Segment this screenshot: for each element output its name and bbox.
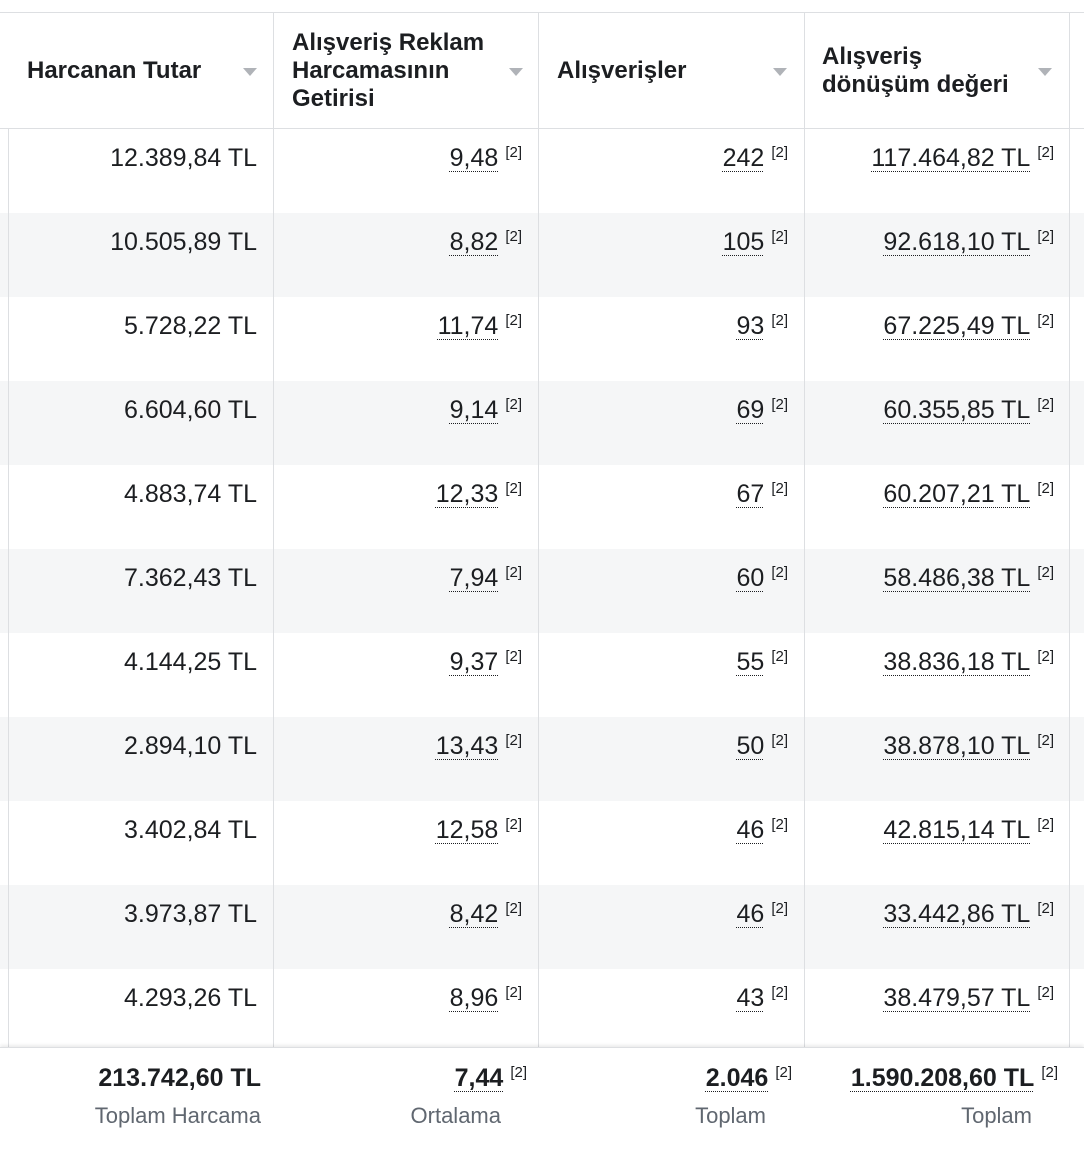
footnote-marker: [2] [1037, 395, 1054, 413]
column-header-roas-label: Alışveriş Reklam Harcamasının Getirisi [292, 29, 485, 112]
cell-roas-value[interactable]: 12,58 [435, 815, 499, 844]
cell-spend [124, 899, 257, 929]
total-purchases [695, 1064, 792, 1129]
column-header-roas[interactable] [273, 13, 538, 129]
cell-spend-value: 3.973,87 TL [124, 899, 257, 928]
cell-roas-value[interactable]: 13,43 [435, 731, 499, 760]
cell-purchases-value[interactable]: 242 [722, 143, 765, 172]
cell-purchases-value[interactable]: 43 [736, 983, 765, 1012]
footnote-marker: [2] [1037, 731, 1054, 749]
column-header-spend[interactable] [0, 13, 273, 129]
total-spend-label: Toplam Harcama [94, 1103, 261, 1128]
footnote-marker: [2] [505, 731, 522, 749]
footnote-marker: [2] [771, 563, 788, 581]
cell-conversion-value-value[interactable]: 60.207,21 TL [883, 479, 1031, 508]
total-roas-value[interactable]: 7,44 [454, 1064, 504, 1092]
footnote-marker: [2] [771, 647, 788, 665]
table-row [0, 213, 1084, 297]
footnote-marker: [2] [771, 311, 788, 329]
cell-purchases-value[interactable]: 46 [736, 899, 765, 928]
cell-purchases [737, 647, 789, 677]
cell-conversion-value [883, 395, 1054, 425]
cell-conversion-value-value[interactable]: 67.225,49 TL [883, 311, 1031, 340]
cell-spend [124, 731, 257, 761]
cell-conversion-value-value[interactable]: 42.815,14 TL [883, 815, 1031, 844]
cell-conversion-value [883, 647, 1054, 677]
cell-spend [124, 815, 257, 845]
footnote-marker: [2] [1037, 143, 1054, 161]
footnote-marker: [2] [510, 1064, 527, 1081]
cell-spend [124, 983, 257, 1013]
total-conversion-value [851, 1064, 1058, 1129]
cell-purchases [737, 563, 789, 593]
footnote-marker: [2] [505, 311, 522, 329]
cell-purchases [737, 479, 789, 509]
cell-roas-value[interactable]: 12,33 [435, 479, 499, 508]
column-header-conversion-value-label: Alışveriş dönüşüm değeri [822, 43, 1009, 98]
data-table [0, 13, 1084, 1012]
column-header-conversion-value[interactable] [804, 13, 1069, 129]
cell-roas [450, 563, 522, 593]
cell-roas [436, 479, 522, 509]
cell-spend [110, 143, 257, 173]
table-row [0, 129, 1084, 213]
cell-spend-value: 6.604,60 TL [124, 395, 257, 424]
cell-purchases [737, 815, 789, 845]
cell-roas-value[interactable]: 11,74 [437, 311, 499, 340]
total-spend-value: 213.742,60 TL [98, 1064, 261, 1092]
sort-caret-icon[interactable] [1038, 68, 1052, 76]
cell-conversion-value [883, 479, 1054, 509]
footnote-marker: [2] [771, 815, 788, 833]
cell-conversion-value-value[interactable]: 38.878,10 TL [883, 731, 1031, 760]
cell-spend [110, 227, 257, 257]
cell-roas [450, 983, 522, 1013]
footnote-marker: [2] [1037, 311, 1054, 329]
footnote-marker: [2] [1037, 899, 1054, 917]
cell-roas-value[interactable]: 9,48 [449, 143, 499, 172]
footnote-marker: [2] [771, 143, 788, 161]
cell-spend-value: 5.728,22 TL [124, 311, 257, 340]
footnote-marker: [2] [505, 143, 522, 161]
sort-caret-icon[interactable] [773, 68, 787, 76]
cell-purchases-value[interactable]: 46 [736, 815, 765, 844]
cell-roas [450, 647, 522, 677]
cell-roas [450, 143, 522, 173]
cell-spend-value: 4.293,26 TL [124, 983, 257, 1012]
column-divider [273, 13, 274, 1164]
column-divider [1069, 13, 1070, 1164]
total-spend [95, 1064, 261, 1129]
total-roas [411, 1064, 527, 1129]
footnote-marker: [2] [771, 227, 788, 245]
footnote-marker: [2] [771, 479, 788, 497]
footnote-marker: [2] [505, 647, 522, 665]
cell-conversion-value-value[interactable]: 33.442,86 TL [883, 899, 1031, 928]
cell-purchases-value[interactable]: 93 [736, 311, 765, 340]
cell-roas-value[interactable]: 8,42 [449, 899, 499, 928]
cell-conversion-value [883, 983, 1054, 1013]
cell-spend-value: 12.389,84 TL [110, 143, 257, 172]
footnote-marker: [2] [1037, 815, 1054, 833]
total-purchases-label: Toplam [695, 1103, 766, 1128]
footnote-marker: [2] [771, 731, 788, 749]
table-row [0, 969, 1084, 1053]
cell-roas [450, 227, 522, 257]
sort-caret-icon[interactable] [243, 68, 257, 76]
cell-purchases [737, 983, 789, 1013]
footnote-marker: [2] [1037, 563, 1054, 581]
cell-roas-value[interactable]: 7,94 [449, 563, 499, 592]
cell-purchases-value[interactable]: 67 [736, 479, 765, 508]
cell-spend-value: 2.894,10 TL [124, 731, 257, 760]
table-row [0, 549, 1084, 633]
cell-spend-value: 3.402,84 TL [124, 815, 257, 844]
cell-spend-value: 4.883,74 TL [124, 479, 257, 508]
table-row [0, 633, 1084, 717]
column-header-purchases[interactable] [538, 13, 804, 129]
cell-purchases [737, 899, 789, 929]
cell-purchases [723, 227, 788, 257]
table-row [0, 297, 1084, 381]
cell-purchases [737, 731, 789, 761]
column-divider [8, 129, 9, 1047]
footnote-marker: [2] [775, 1064, 792, 1081]
cell-conversion-value-value[interactable]: 38.836,18 TL [883, 647, 1031, 676]
cell-spend-value: 4.144,25 TL [124, 647, 257, 676]
table-row [0, 465, 1084, 549]
cell-conversion-value [871, 143, 1054, 173]
table-header-row [0, 13, 1084, 129]
footnote-marker: [2] [771, 395, 788, 413]
footnote-marker: [2] [1037, 647, 1054, 665]
footnote-marker: [2] [505, 227, 522, 245]
cell-roas-value[interactable]: 8,96 [449, 983, 499, 1012]
cell-purchases-value[interactable]: 105 [722, 227, 765, 256]
cell-conversion-value [883, 815, 1054, 845]
cell-conversion-value-value[interactable]: 92.618,10 TL [883, 227, 1031, 256]
cell-conversion-value [883, 731, 1054, 761]
cell-purchases [737, 311, 789, 341]
total-conversion-value-value[interactable]: 1.590.208,60 TL [850, 1064, 1035, 1092]
cell-conversion-value [883, 311, 1054, 341]
cell-conversion-value [883, 563, 1054, 593]
cell-spend [124, 647, 257, 677]
cell-conversion-value-value[interactable]: 38.479,57 TL [883, 983, 1031, 1012]
cell-purchases [723, 143, 788, 173]
cell-roas [438, 311, 522, 341]
totals-row [0, 1047, 1084, 1164]
cell-conversion-value [883, 899, 1054, 929]
column-divider [804, 13, 805, 1164]
column-header-purchases-label: Alışverişler [557, 57, 687, 84]
footnote-marker: [2] [1037, 227, 1054, 245]
cell-spend [124, 311, 257, 341]
cell-roas-value[interactable]: 9,14 [449, 395, 499, 424]
cell-spend [124, 395, 257, 425]
footnote-marker: [2] [1037, 983, 1054, 1001]
footnote-marker: [2] [505, 815, 522, 833]
table-row [0, 885, 1084, 969]
cell-roas [436, 815, 522, 845]
table-row [0, 801, 1084, 885]
footnote-marker: [2] [505, 563, 522, 581]
column-divider [538, 13, 539, 1164]
sort-caret-icon[interactable] [509, 68, 523, 76]
table-row [0, 381, 1084, 465]
cell-roas-value[interactable]: 9,37 [449, 647, 499, 676]
footnote-marker: [2] [505, 983, 522, 1001]
cell-conversion-value-value[interactable]: 58.486,38 TL [883, 563, 1031, 592]
cell-purchases-value[interactable]: 55 [736, 647, 765, 676]
cell-spend [124, 479, 257, 509]
total-roas-label: Ortalama [410, 1103, 501, 1128]
cell-purchases [737, 395, 789, 425]
total-conversion-value-label: Toplam [961, 1103, 1032, 1128]
cell-conversion-value-value[interactable]: 60.355,85 TL [883, 395, 1031, 424]
footnote-marker: [2] [505, 395, 522, 413]
total-purchases-value[interactable]: 2.046 [705, 1064, 769, 1092]
cell-roas [450, 395, 522, 425]
footnote-marker: [2] [505, 899, 522, 917]
footnote-marker: [2] [771, 983, 788, 1001]
cell-roas [436, 731, 522, 761]
cell-roas [450, 899, 522, 929]
cell-purchases-value[interactable]: 69 [736, 395, 765, 424]
cell-spend-value: 7.362,43 TL [124, 563, 257, 592]
footnote-marker: [2] [771, 899, 788, 917]
footnote-marker: [2] [505, 479, 522, 497]
cell-roas-value[interactable]: 8,82 [449, 227, 499, 256]
footnote-marker: [2] [1041, 1064, 1058, 1081]
column-header-spend-label: Harcanan Tutar [27, 57, 202, 84]
cell-conversion-value [883, 227, 1054, 257]
cell-purchases-value[interactable]: 50 [736, 731, 765, 760]
table-row [0, 717, 1084, 801]
cell-conversion-value-value[interactable]: 117.464,82 TL [871, 143, 1031, 172]
cell-purchases-value[interactable]: 60 [736, 563, 765, 592]
cell-spend [124, 563, 257, 593]
footnote-marker: [2] [1037, 479, 1054, 497]
cell-spend-value: 10.505,89 TL [110, 227, 257, 256]
